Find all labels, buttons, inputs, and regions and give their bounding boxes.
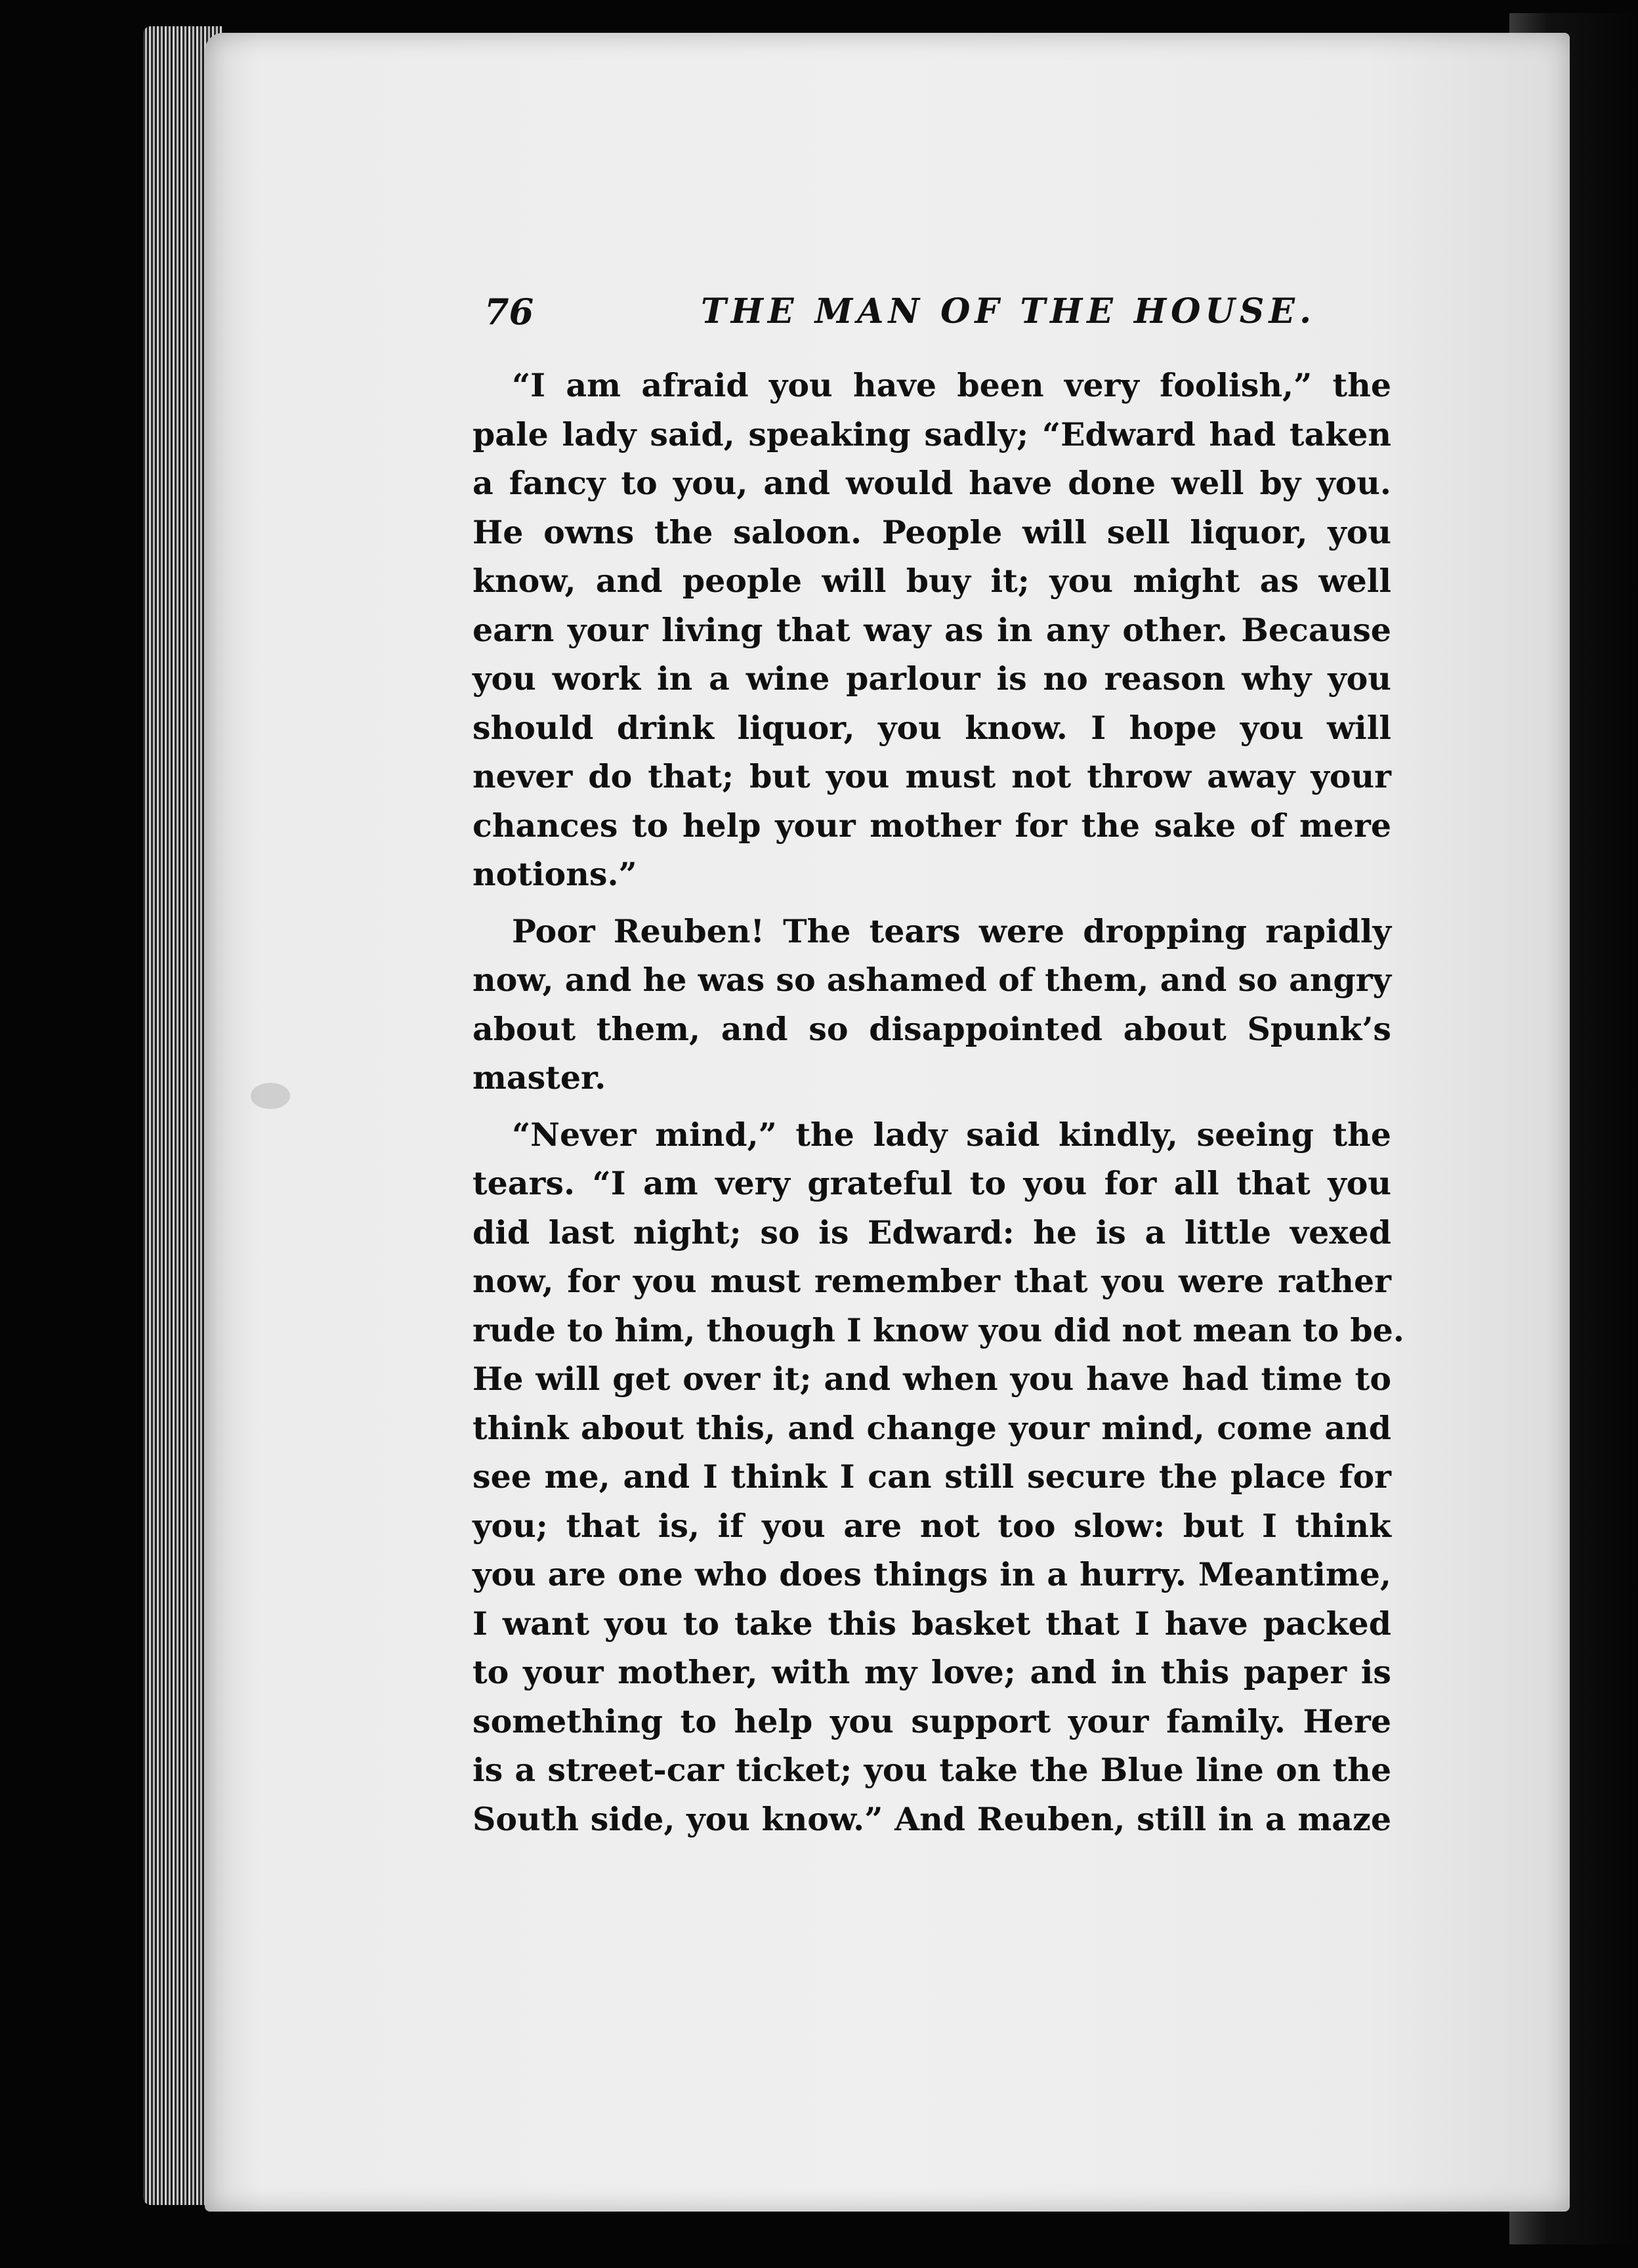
text-line: He owns the saloon. People will sell liquor, you: [472, 513, 1391, 551]
text-line: you; that is, if you are not too slow: but I think: [472, 1506, 1391, 1545]
text-line: you work in a wine parlour is no reason why you: [472, 660, 1391, 698]
running-title: THE MAN OF THE HOUSE.: [701, 291, 1316, 331]
text-line: tears. “I am very grateful to you for all that you: [472, 1164, 1391, 1202]
paper-stain: [251, 1083, 290, 1109]
paragraph: [472, 1110, 1404, 1844]
text-line: notions.”: [472, 855, 637, 893]
text-line: you are one who does things in a hurry. Meantime,: [472, 1555, 1391, 1593]
paragraph: [472, 361, 1391, 899]
text-line: “I am afraid you have been very foolish,” the: [512, 366, 1391, 404]
text-line: think about this, and change your mind, come and: [472, 1408, 1391, 1447]
page-number: 76: [484, 291, 534, 333]
text-line: about them, and so disappointed about Spunk’s: [472, 1009, 1391, 1048]
text-line: is a street-car ticket; you take the Blue line on the: [472, 1751, 1391, 1789]
text-line: South side, you know.” And Reuben, still in a maze: [472, 1799, 1391, 1838]
text-line: know, and people will buy it; you might as well: [472, 562, 1391, 600]
text-line: earn your living that way as in any other. Because: [472, 610, 1391, 649]
text-line: I want you to take this basket that I have packed: [472, 1604, 1391, 1643]
text-line: Poor Reuben! The tears were dropping rapidly: [512, 912, 1391, 950]
text-line: now, and he was so ashamed of them, and so angry: [472, 961, 1391, 999]
text-line: should drink liquor, you know. I hope you will: [472, 708, 1391, 747]
text-line: “Never mind,” the lady said kindly, seeing the: [512, 1115, 1391, 1154]
text-line: never do that; but you must not throw away your: [472, 757, 1391, 795]
text-line: chances to help your mother for the sake of mere: [472, 806, 1391, 845]
text-line: see me, and I think I can still secure the place for: [472, 1458, 1391, 1496]
text-line: He will get over it; and when you have had time to: [472, 1360, 1391, 1398]
page-header: [484, 285, 1390, 338]
text-line: master.: [472, 1059, 606, 1097]
text-line: pale lady said, speaking sadly; “Edward had taken: [472, 415, 1391, 453]
text-line: did last night; so is Edward: he is a little vexed: [472, 1213, 1391, 1251]
text-line: now, for you must remember that you were rather: [472, 1262, 1391, 1300]
text-line: to your mother, with my love; and in this paper is: [472, 1653, 1391, 1691]
paragraph: [472, 907, 1391, 1102]
text-line: rude to him, though I know you did not mean to be.: [472, 1311, 1404, 1349]
text-line: something to help you support your family. Here: [472, 1702, 1391, 1740]
text-line: a fancy to you, and would have done well by you.: [472, 464, 1391, 502]
body-text: [472, 361, 1404, 1843]
